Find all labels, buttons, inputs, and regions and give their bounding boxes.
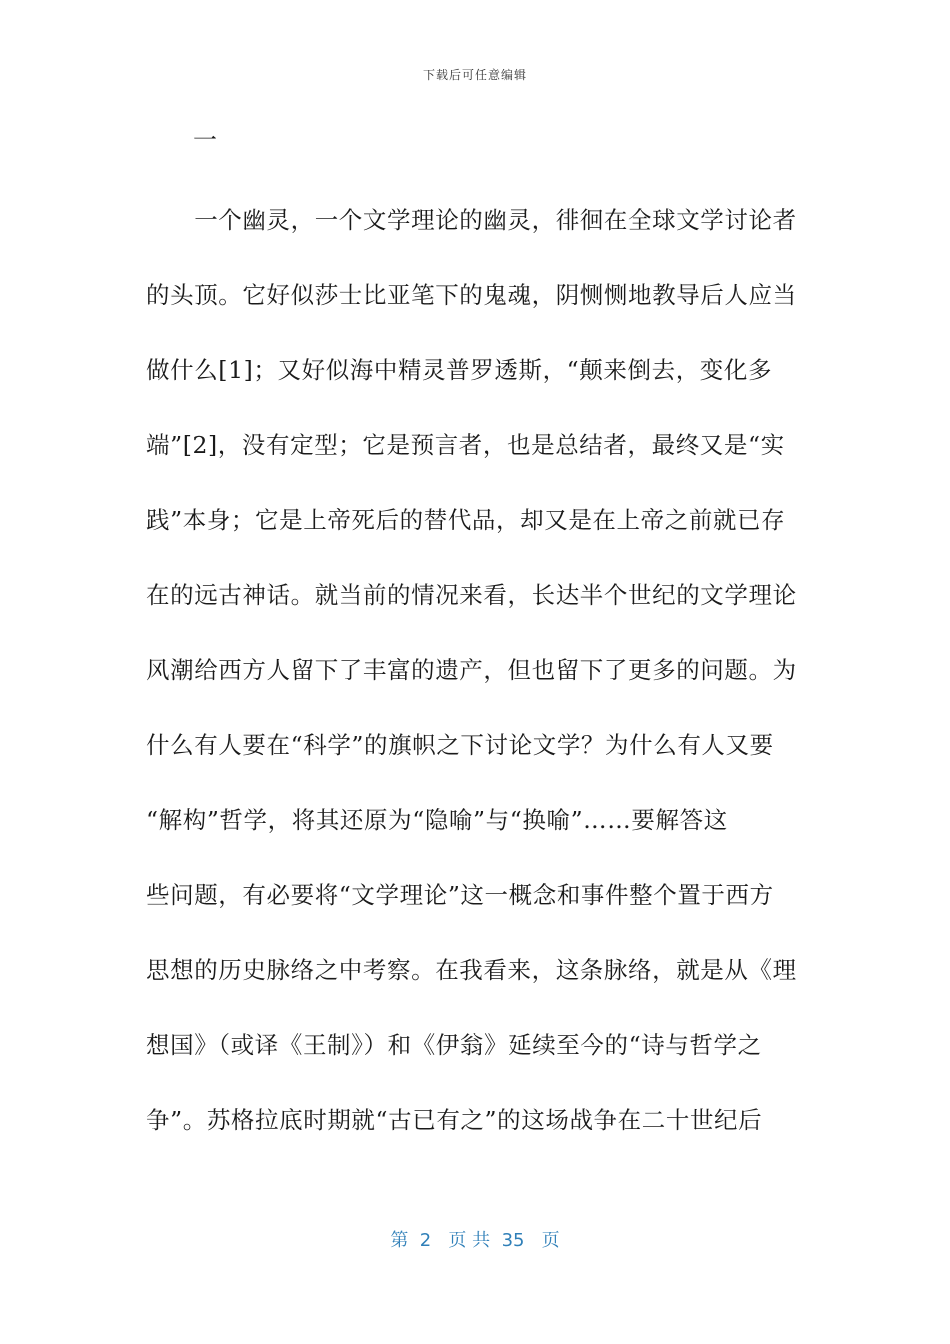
text-line: “解构”哲学，将其还原为“隐喻”与“换喻”……要解答这 <box>146 806 728 834</box>
text-line: 争”。苏格拉底时期就“古已有之”的这场战争在二十世纪后 <box>146 1106 763 1134</box>
text-line: 端”[2]，没有定型；它是预言者，也是总结者，最终又是“实 <box>146 431 785 459</box>
text-line: 践”本身；它是上帝死后的替代品，却又是在上帝之前就已存 <box>146 506 786 534</box>
page-header: 下载后可任意编辑 <box>422 68 527 82</box>
text-line: 的头顶。它好似莎士比亚笔下的鬼魂，阴恻恻地教导后人应当 <box>146 281 797 309</box>
body-paragraph <box>146 197 806 1172</box>
text-line: 些问题，有必要将“文学理论”这一概念和事件整个置于西方 <box>146 881 774 909</box>
text-line: 想国》（或译《王制》）和《伊翁》延续至今的“诗与哲学之 <box>146 1031 762 1059</box>
text-line: 风潮给西方人留下了丰富的遗产，但也留下了更多的问题。为 <box>146 656 797 684</box>
text-line: 思想的历史脉络之中考察。在我看来，这条脉络，就是从《理 <box>146 956 797 984</box>
page-number-footer: 第 2 页 共 35 页 <box>390 1230 560 1251</box>
section-number: 一 <box>193 126 217 154</box>
text-line: 一个幽灵，一个文学理论的幽灵，徘徊在全球文学讨论者 <box>146 206 797 234</box>
text-line: 做什么[1]；又好似海中精灵普罗透斯，“颠来倒去，变化多 <box>146 356 773 384</box>
text-line: 在的远古神话。就当前的情况来看，长达半个世纪的文学理论 <box>146 581 797 609</box>
text-line: 什么有人要在“科学”的旗帜之下讨论文学？为什么有人又要 <box>146 731 774 759</box>
